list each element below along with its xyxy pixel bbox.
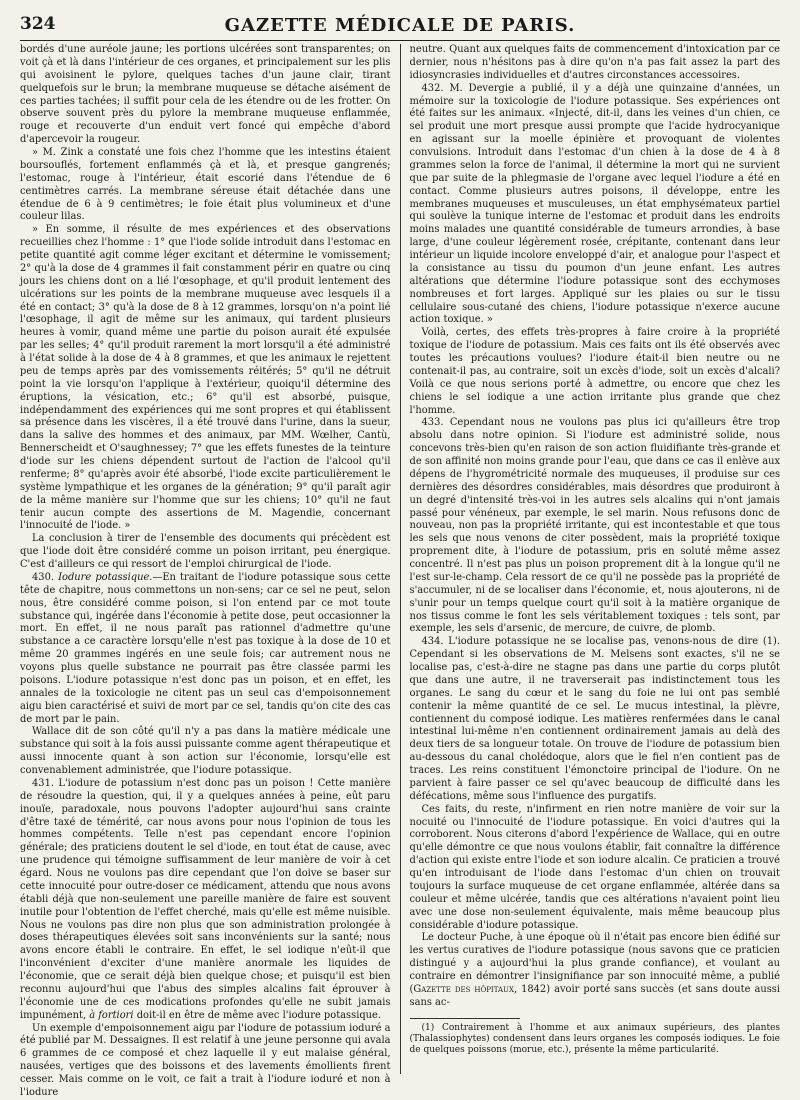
- section-431: [20, 778, 391, 1023]
- journal-title: GAZETTE MÉDICALE DE PARIS.: [224, 15, 576, 36]
- italic-phrase: à fortiori: [89, 1009, 134, 1021]
- footnote-rule: [410, 1018, 520, 1019]
- right-column: [410, 44, 781, 1074]
- page-number: 324: [20, 14, 56, 34]
- paragraph-text: 431. L'iodure de potassium n'est donc pas un poison ! Cette manière de résoudre la question, qui, il y a quelques années à peine, eût paru inouïe, paradoxale, nous pouvons l'adopter aujourd'hui sans crainte d'être taxé de témérité, car nous avons pour nous l'opinion de tous les hommes compétents. Telle n'est pas cependant encore l'opinion générale; des praticiens doutent le sel d'iode, en tout état de cause, avec une prudence qui témoigne suffisamment de leur manière de voir à cet égard. Nous ne voulons pas dire cependant que l'on doive se baser sur cette innocuité pour outre-doser ce médicament, attendu que nous avons établi déjà que non-seulement une pareille manière de faire est souvent inutile pour l'obtention de l'effet cherché, mais qu'elle est même nuisible. Nous ne voulons pas dire non plus que son administration prolongée à doses thérapeutiques élevées soit sans inconvénients sur la santé; nous avons encore établi le contraire. En effet, le sel iodique n'eût-il que l'inconvénient d'exciter d'une manière anormale les liquides de l'économie, que ce serait déjà bien quelque chose; et puisqu'il est bien reconnu aujourd'hui que l'abus des simples alcalins fait éprouver à l'économie une de ces modications profondes qu'elle ne subit jamais impunément,: [20, 777, 391, 1021]
- paragraph: » En somme, il résulte de mes expériences et des observations recueillies chez l'homme : 1° que l'iode solide introduit dans l'estomac en petite quantité agit comme léger excitant et détermine le vomissement; 2° qu'à la dose de 4 grammes il fait constamment périr en quatre ou cinq jours les chiens dont on a lié l'œsophage, et qu'il produit lentement des ulcérations sur les points de la membrane muqueuse avec lesquels il a été en contact; 3° qu'à la dose de 8 à 12 grammes, lorsqu'on n'a point lié l'œsophage, il agit de même sur les animaux, qui tardent plusieurs heures à vomir, quand même une partie du poison aurait été expulsée par les selles; 4° qu'il produit rarement la mort lorsqu'il a été administré à l'état solide à la dose de 4 à 8 grammes, et que les animaux le rejettent peu de temps après par des vomissements réitérés; 5° qu'il ne détruit point la vie lorsqu'on l'applique à l'extérieur, quoiqu'il détermine des éruptions, la vésication, etc.; 6° qu'il est absorbé, puisque, indépendamment des expériences qui me sont propres et qui établissent sa présence dans les viscères, il a été trouvé dans l'urine, dans la sueur, dans la salive des hommes et des animaux, par MM. Wœlher, Cantù, Bennerscheidt et O'saughnessey; 7° que les effets funestes de la teinture d'iode sur les chiens dépendent surtout de l'action de l'alcool qu'il renferme; 8° qu'après avoir été absorbé, l'iode excite particulièrement le système lympathique et les organes de la génération; 9° qu'il paraît agir de la même manière sur l'homme que sur les chiens; 10° qu'il ne faut tenir aucun compte des assertions de M. Magendie, concernant l'innocuité de l'iode. »: [20, 224, 391, 532]
- section-430: [20, 572, 391, 727]
- left-column: [20, 44, 391, 1098]
- section-432: 432. M. Devergie a publié, il y a déjà une quinzaine d'années, un mémoire sur la toxicologie de l'iodure potassique. Ses expériences ont été faites sur les animaux. «Injecté, dit-il, dans les veines d'un chien, ce sel produit une mort presque aussi prompte que l'acide hydrocyanique en agissant sur la moelle épinière et provoquant de violentes convulsions. Introduit dans l'estomac d'un chien à la dose de 4 à 8 grammes selon la force de l'animal, il détermine la mort qui ne survient que par suite de la phlegmasie de l'organe avec lequel l'iodure a été en contact. Comme plusieurs autres poisons, il développe, entre les membranes muqueuses et musculeuses, un état emphysémateux partiel qui soulève la tunique interne de l'estomac et produit dans les endroits moins malades une quantité considérable de tumeurs arrondies, à base large, d'une couleur légèrement rosée, crépitante, contenant dans leur intérieur un liquide incolore enveloppé d'air, et analogue pour l'aspect et la consistance au tissu du poumon d'un jeune enfant. Les autres altérations que détermine l'iodure potassique sont des ecchymoses nombreuses et fort larges. Appliqué sur les plaies ou sur le tissu cellulaire sous-cutané des chiens, l'iodure potassique n'exerce aucune action toxique. »: [409, 82, 781, 326]
- paragraph: Voilà, certes, des effets très-propres à faire croire à la propriété toxique de l'iodure de potassium. Mais ces faits ont ils été observés avec toutes les précautions voulues? l'iodure était-il bien neutre ou ne contenait-il pas, au contraire, soit un excès d'iode, soit un excès d'alcali? Voilà ce que nous serions porté à admettre, ou encore que chez les chiens le sel iodique a une action irritante plus grande que chez l'homme.: [409, 327, 781, 416]
- paragraph: Wallace dit de son côté qu'il n'y a pas dans la matière médicale une substance qui soit à la fois aussi puissante comme agent thérapeutique et aussi innocente quant à son action sur l'économie, lorsqu'elle est convenablement administrée, que l'iodure potassique.: [20, 726, 391, 776]
- section-label: Iodure potassique.: [58, 571, 153, 583]
- section-434: 434. L'iodure potassique ne se localise pas, venons-nous de dire (1). Cependant si les observations de M. Melsens sont exactes, s'il ne se localise pas, c'est-à-dire ne stagne pas dans une partie du corps plutôt que dans une autre, il ne traverserait pas indistinctement tous les organes. Le sang du cœur et le sang du foie ne lui ont pas semblé contenir la même quantité de ce sel. Le mucus intestinal, la plèvre, contiennent du composé iodique. Les matières renfermées dans le canal intestinal lui-même n'en contiennent ordinairement jamais au delà des deux tiers de sa longueur totale. On trouve de l'iodure de potassium bien au-dessous du canal cholédoque, alors que le fiel n'en contient pas de traces. Les reins constituent l'émonctoire principal de l'iodure. On ne parvient à faire passer ce sel qu'avec beaucoup de difficulté dans les défécations, même sous l'influence des purgatifs.: [409, 636, 781, 802]
- two-column-body: [20, 44, 781, 1098]
- column-divider: [400, 44, 401, 1074]
- paragraph-text: doit-il en être de même avec l'iodure potassique.: [136, 1009, 382, 1021]
- journal-reference: Gazette des hôpitaux: [413, 983, 514, 995]
- paragraph: [410, 932, 781, 1009]
- paragraph: La conclusion à tirer de l'ensemble des documents qui précèdent est que l'iode doit être considéré comme un poison irritant, peu énergique. C'est d'ailleurs ce qui ressort de l'emploi chirurgical de l'iode.: [20, 533, 391, 570]
- section-433: 433. Cependant nous ne voulons pas plus ici qu'ailleurs être trop absolu dans notre opinion. Si l'iodure est administré solide, nous concevons très-bien qu'en raison de son action fluidifiante très-grande et de son affinité non moins grande pour l'eau, que dans ce cas il enlève aux dépens de l'hygrométricité normale des muqueuses, il produise sur ces dernières des désordres considérables, mais désordres que produiront à un degré d'intensité très-voi in les autres sels alcalins qui n'ont jamais passé pour vénéneux, par exemple, le sel marin. Nous refusons donc de nouveau, non pas la propriété irritante, qui est incontestable et que tous les sels que nous venons de citer possèdent, mais la propriété toxique proprement dite, à l'iodure de potassium, pris en soluté même assez concentré. Il n'est pas plus un poison proprement dit à la longue qu'il ne l'est sur-le-champ. Cela ressort de ce qu'il ne possède pas la propriété de s'accumuler, ni de se localiser dans l'économie, et, nous ajouterons, ni de s'unir pour un temps quelque court qu'il soit à la matière organique de nos tissus comme le font les sels véritablement toxiques : tels sont, par exemple, les sels d'arsenic, de mercure, de cuivre, de plomb.: [409, 417, 781, 635]
- paragraph: Ces faits, du reste, n'infirment en rien notre manière de voir sur la nocuité ou l'innocuité de l'iodure potassique. En voici d'autres qui la corroborent. Nous citerons d'abord l'expérience de Wallace, qui en outre qu'elle démontre ce que nous voulons établir, fait connaître la différence d'action qui existe entre l'iode et son iodure alcalin. Ce praticien a trouvé qu'en introduisant de l'iode dans l'estomac d'un chien on trouvait toujours la surface muqueuse de cet organe enflammée, altérée dans sa couleur et même ulcérée, tandis que ces altérations n'avaient point lieu avec une dose non-seulement équivalente, mais même beaucoup plus considérable d'iodure potassique.: [409, 803, 781, 931]
- paragraph-text: Le docteur Puche, à une époque où il n'était pas encore bien édifié sur les vertus curatives de l'iodure potassique (nous savons que ce praticien distingué y a aujourd'hui la plus grande confiance), et voulant au contraire en démontrer l'insignifiance par son innocuité même, a publié (: [409, 932, 781, 995]
- paragraph-text: —En traitant de l'iodure potassique sous cette tête de chapitre, nous commettons un non-sens; car ce sel ne peut, selon nous, être considéré comme poison, si l'on entend par ce mot toute substance qui, ingérée dans l'économie à petite dose, peut occasionner la mort. En effet, il ne nous paraît pas rationnel d'admettre qu'une substance a ce caractère lorsqu'elle n'est pas toxique à la dose de 10 et même 20 grammes ingérés en une seule fois; car autrement nous ne voyons plus quelle substance ne pourrait pas être classée parmi les poisons. L'iodure potassique n'est donc pas un poison, et en effet, les annales de la toxicologie ne citent pas un seul cas d'empoisonnement aigu bien caractérisé et suivi de mort par ce sel, tandis qu'on cite des cas de mort par le pain.: [20, 571, 391, 725]
- paragraph: bordés d'une auréole jaune; les portions ulcérées sont transparentes; on voit çà et là dans l'intérieur de ces organes, et principalement sur les plis qui avoisinent le pylore, quelques taches d'un jaune clair, tirant quelquefois sur le brun; la membrane muqueuse se détache aisément de ces parties tachées; il suffit pour cela de les étendre ou de les frotter. On observe souvent près du pylore la membrane muqueuse enflammée, rouge et recouverte d'un enduit vert foncé qui empêche d'abord d'apercevoir la rougeur.: [20, 44, 391, 146]
- paragraph: neutre. Quant aux quelques faits de commencement d'intoxication par ce dernier, nous n'hésitons pas à dire qu'on n'a pas fait assez la part des idiosyncrasies individuelles et d'autres circonstances accessoires.: [409, 44, 781, 81]
- paragraph-text: , 1842) avoir porté sans succès (et sans doute aussi sans ac-: [409, 983, 781, 1008]
- paragraph: » M. Zink a constaté une fois chez l'homme que les intestins étaient boursouflés, fortement enflammés çà et là, et presque gangrenés; l'estomac, rouge à l'intérieur, était escorié dans l'étendue de 6 centimètres carrés. La membrane séreuse était détachée dans une étendue de 6 à 9 centimètres; le foie était plus volumineux et d'une couleur lilas.: [20, 147, 391, 223]
- paragraph: Un exemple d'empoisonnement aigu par l'iodure de potassium ioduré a été publié par M. Dessaignes. Il est relatif à une jeune personne qui avala 6 grammes de ce composé et chez laquelle il y eut malaise général, nausées, vertiges que des boissons et des lavements émollients firent cesser. Mais comme on le voit, ce fait a trait à l'iodure ioduré et non à l'iodure: [20, 1022, 391, 1098]
- section-number: 430.: [32, 571, 54, 583]
- footnote: (1) Contrairement à l'homme et aux animaux supérieurs, des plantes (Thalassiophytes) condensent dans leurs organes les composés iodiques. Le foie de quelques poissons (morue, etc.), présente la même particularité.: [409, 1022, 781, 1056]
- page-header: [20, 14, 780, 41]
